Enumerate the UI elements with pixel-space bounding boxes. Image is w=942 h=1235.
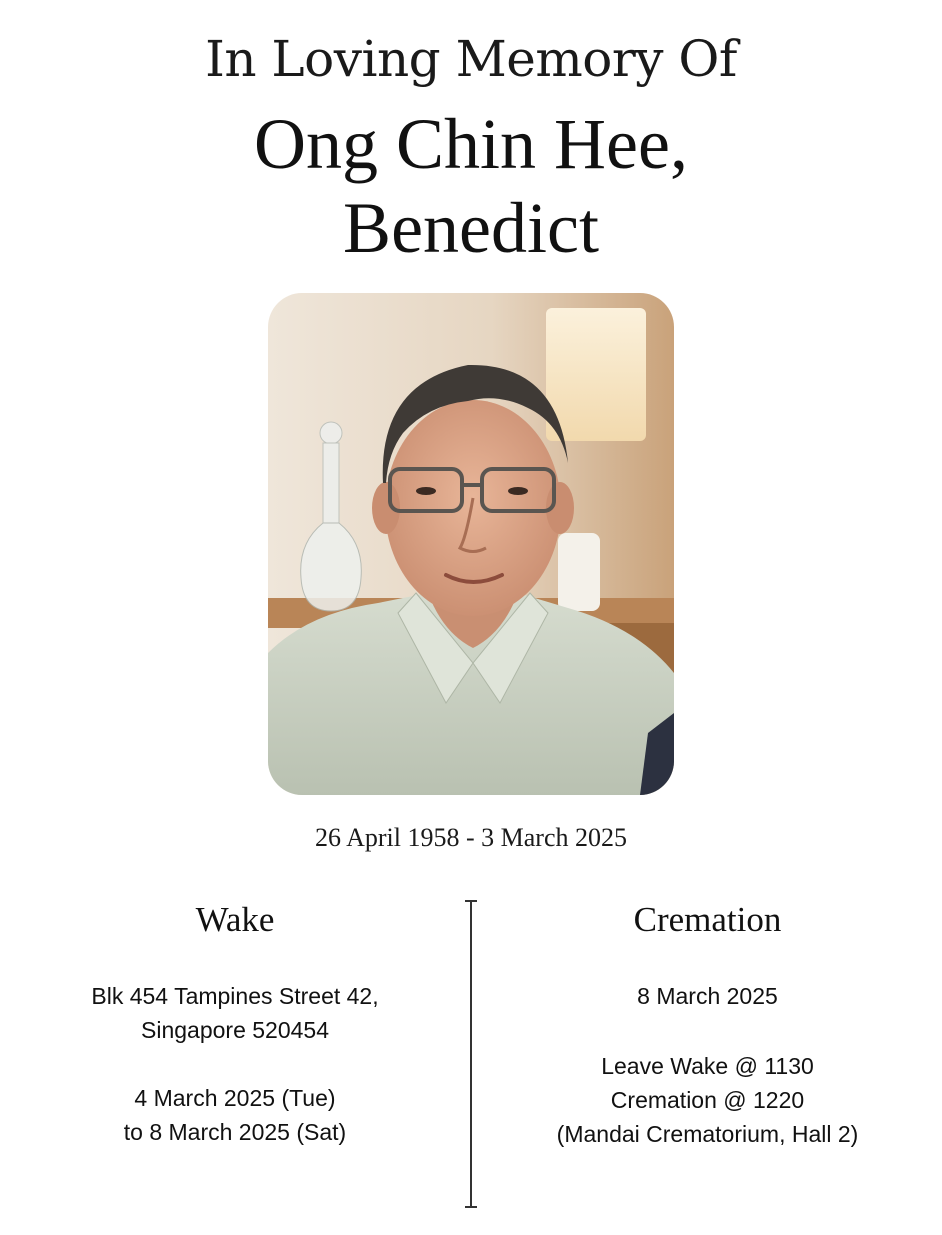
wake-period-line-1: 4 March 2025 (Tue) [134,1085,336,1111]
wake-address [40,979,430,1047]
cremation-schedule [510,1049,905,1151]
portrait-illustration [268,293,674,795]
lamp-base [558,533,600,611]
wake-address-line-2: Singapore 520454 [141,1017,329,1043]
wake-period-line-2: to 8 March 2025 (Sat) [123,1119,347,1145]
portrait-photo [268,293,674,795]
cremation-time: Cremation @ 1220 [610,1087,805,1113]
wake-period [40,1081,430,1149]
column-divider [470,900,472,1208]
life-dates: 26 April 1958 - 3 March 2025 [315,823,627,852]
cremation-leave-time: Leave Wake @ 1130 [601,1053,814,1079]
cremation-section [510,895,905,1151]
wake-heading: Wake [195,900,275,939]
memorial-heading: In Loving Memory Of [205,30,737,88]
wake-address-line-1: Blk 454 Tampines Street 42, [91,983,379,1009]
wake-section [40,895,430,1149]
cremation-date: 8 March 2025 [637,983,778,1009]
cremation-venue: (Mandai Crematorium, Hall 2) [556,1121,859,1147]
deceased-name [0,102,942,270]
name-line-1: Ong Chin Hee, [254,104,688,184]
cremation-heading: Cremation [633,900,782,939]
name-line-2: Benedict [343,188,599,268]
lamp-shade [546,308,646,441]
